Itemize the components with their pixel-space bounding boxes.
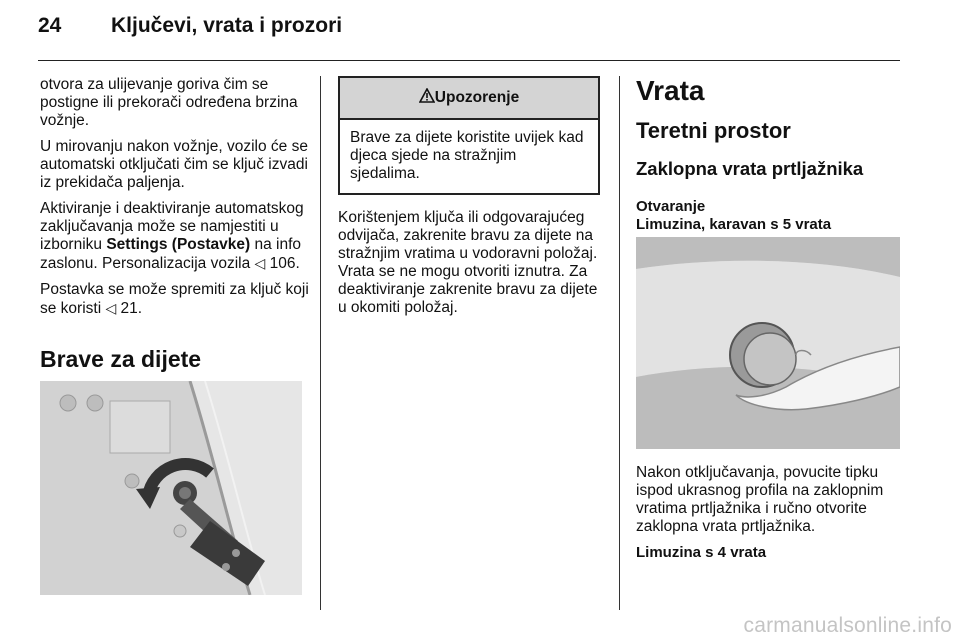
column-3 — [636, 76, 900, 234]
page-ref-106[interactable]: 106. — [265, 255, 300, 272]
warning-text: Brave za dijete koristite uvijek kad djeca sjede na stražnjim sjedalima. — [350, 129, 584, 182]
warning-header — [340, 78, 598, 120]
watermark: carmanualsonline.info — [743, 614, 952, 637]
section-title-doors: Vrata — [636, 75, 705, 106]
paragraph-2: U mirovanju nakon vožnje, vozilo će se automatski otključati čim se ključ izvadi iz prekidača paljenja. — [40, 138, 308, 191]
tailgate-illustration — [636, 237, 900, 449]
child-lock-illustration — [40, 381, 302, 595]
page-ref-icon: ◁ — [254, 255, 266, 271]
paragraph-4 — [40, 281, 310, 318]
paragraph-1: otvora za ulijevanje goriva čim se postigne ili prekorači određena brzina vožnje. — [40, 76, 298, 129]
subsection-cargo: Teretni prostor — [636, 118, 791, 143]
heading-4-door-sedan: Limuzina s 4 vrata — [636, 544, 767, 561]
page-ref-icon: ◁ — [105, 300, 117, 316]
section-heading-child-locks: Brave za dijete — [40, 346, 202, 372]
child-lock-paragraph: Korištenjem ključa ili odgovarajućeg odvijača, zakrenite bravu za dijete na stražnjim vratima u vodoravni položaj. Vrata se ne mogu otvoriti iznutra. Za deaktiviranje zakrenite bravu za dijete u okomiti položaj. — [338, 209, 598, 316]
warning-icon — [419, 89, 435, 106]
heading-sedan-hatchback: Limuzina, karavan s 5 vrata — [636, 216, 832, 233]
tailgate-paragraph: Nakon otključavanja, povucite tipku ispod ukrasnog profila na zaklopnim vratima prtljažnika i ručno otvorite zaklopna vrata prtljažnika. — [636, 464, 884, 535]
header-rule — [38, 60, 900, 61]
heading-opening: Otvaranje — [636, 198, 706, 215]
page-number: 24 — [38, 14, 62, 37]
paragraph-4-text: Postavka se može spremiti za ključ koji se koristi — [40, 281, 309, 317]
column-divider-1 — [320, 76, 321, 610]
column-divider-2 — [619, 76, 620, 610]
chapter-title: Ključevi, vrata i prozori — [111, 14, 343, 37]
subsection-tailgate: Zaklopna vrata prtljažnika — [636, 158, 864, 179]
settings-menu-name: Settings (Postavke) — [106, 236, 251, 253]
paragraph-3-text: Aktiviranje i deaktiviranje automatskog zaključavanja može se namjestiti u izborniku — [40, 200, 304, 253]
warning-box — [338, 76, 600, 195]
column-1 — [40, 76, 310, 372]
page-ref-21[interactable]: 21. — [116, 300, 143, 317]
column-3-continued — [636, 464, 900, 562]
paragraph-3 — [40, 200, 310, 273]
paragraph-3-text-2: na info zaslonu. Personalizacija vozila — [40, 236, 302, 272]
warning-title: Upozorenje — [434, 89, 520, 106]
column-2 — [338, 76, 602, 325]
